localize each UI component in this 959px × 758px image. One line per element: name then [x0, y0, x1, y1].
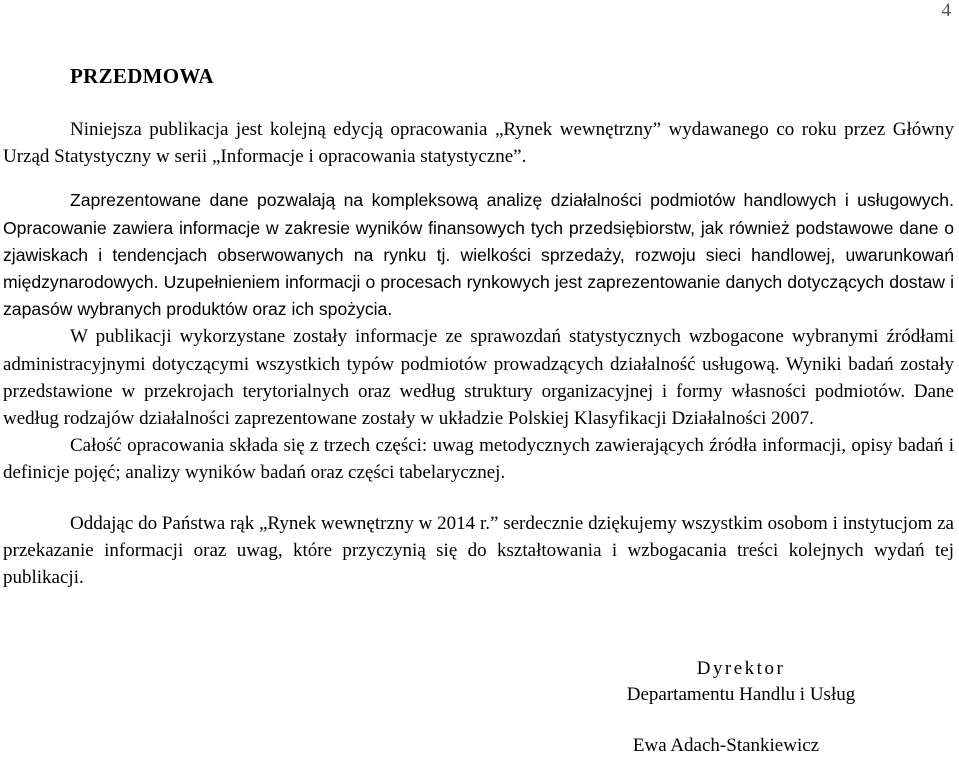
paragraph-intro: Niniejsza publikacja jest kolejną edycją opracowania „Rynek wewnętrzny” wydawanego co roku przez Główny Urząd Statystyczny w serii „Informacje i opracowania statystyczne”.	[3, 119, 954, 168]
signature-name: Ewa Adach-Stankiewicz	[632, 735, 820, 756]
paragraph-sources: W publikacji wykorzystane zostały informacje ze sprawozdań statystycznych wzbogacone wybranymi źródłami administracyjnymi dotyczącymi wszystkich typów podmiotów prowadzących działalność usługową. Wyniki badań zostały przedstawione w przekrojach terytorialnych oraz według struktury organizacyjnej i formy własności podmiotów. Dane według rodzajów działalności zaprezentowane zostały w układzie Polskiej Klasyfikacji Działalności 2007.	[3, 326, 954, 430]
paragraph-structure: Całość opracowania składa się z trzech części: uwag metodycznych zawierających źródła informacji, opisy badań i definicje pojęć; analizy wyników badań oraz części tabelarycznej.	[3, 435, 954, 484]
paragraph-thanks: Oddając do Państwa rąk „Rynek wewnętrzny w 2014 r.” serdecznie dziękujemy wszystkim osobom i instytucjom za przekazanie informacji oraz uwag, które przyczynią się do kształtowania i wzbogacania treści kolejnych wydań tej publikacji.	[3, 512, 954, 589]
page-title: PRZEDMOWA	[70, 64, 214, 88]
page-number: 4	[941, 0, 951, 21]
paragraph-scope: Zaprezentowane dane pozwalają na kompleksową analizę działalności podmiotów handlowych i usługowych. Opracowanie zawiera informacje w zakresie wyników finansowych tych przedsiębiorstw, jak również podstawowe dane o zjawiskach i tendencjach obserwowanych na rynku tj. wielkości sprzedaży, rozwoju sieci handlowej, uwarunkowań międzynarodowych. Uzupełnieniem informacji o procesach rynkowych jest zaprezentowanie danych dotyczących dostaw i zapasów wybranych produktów oraz ich spożycia.	[3, 190, 954, 320]
signature-department: Departamentu Handlu i Usług	[626, 684, 856, 705]
signature-title: Dyrektor	[696, 658, 786, 679]
preface-body	[3, 116, 954, 591]
